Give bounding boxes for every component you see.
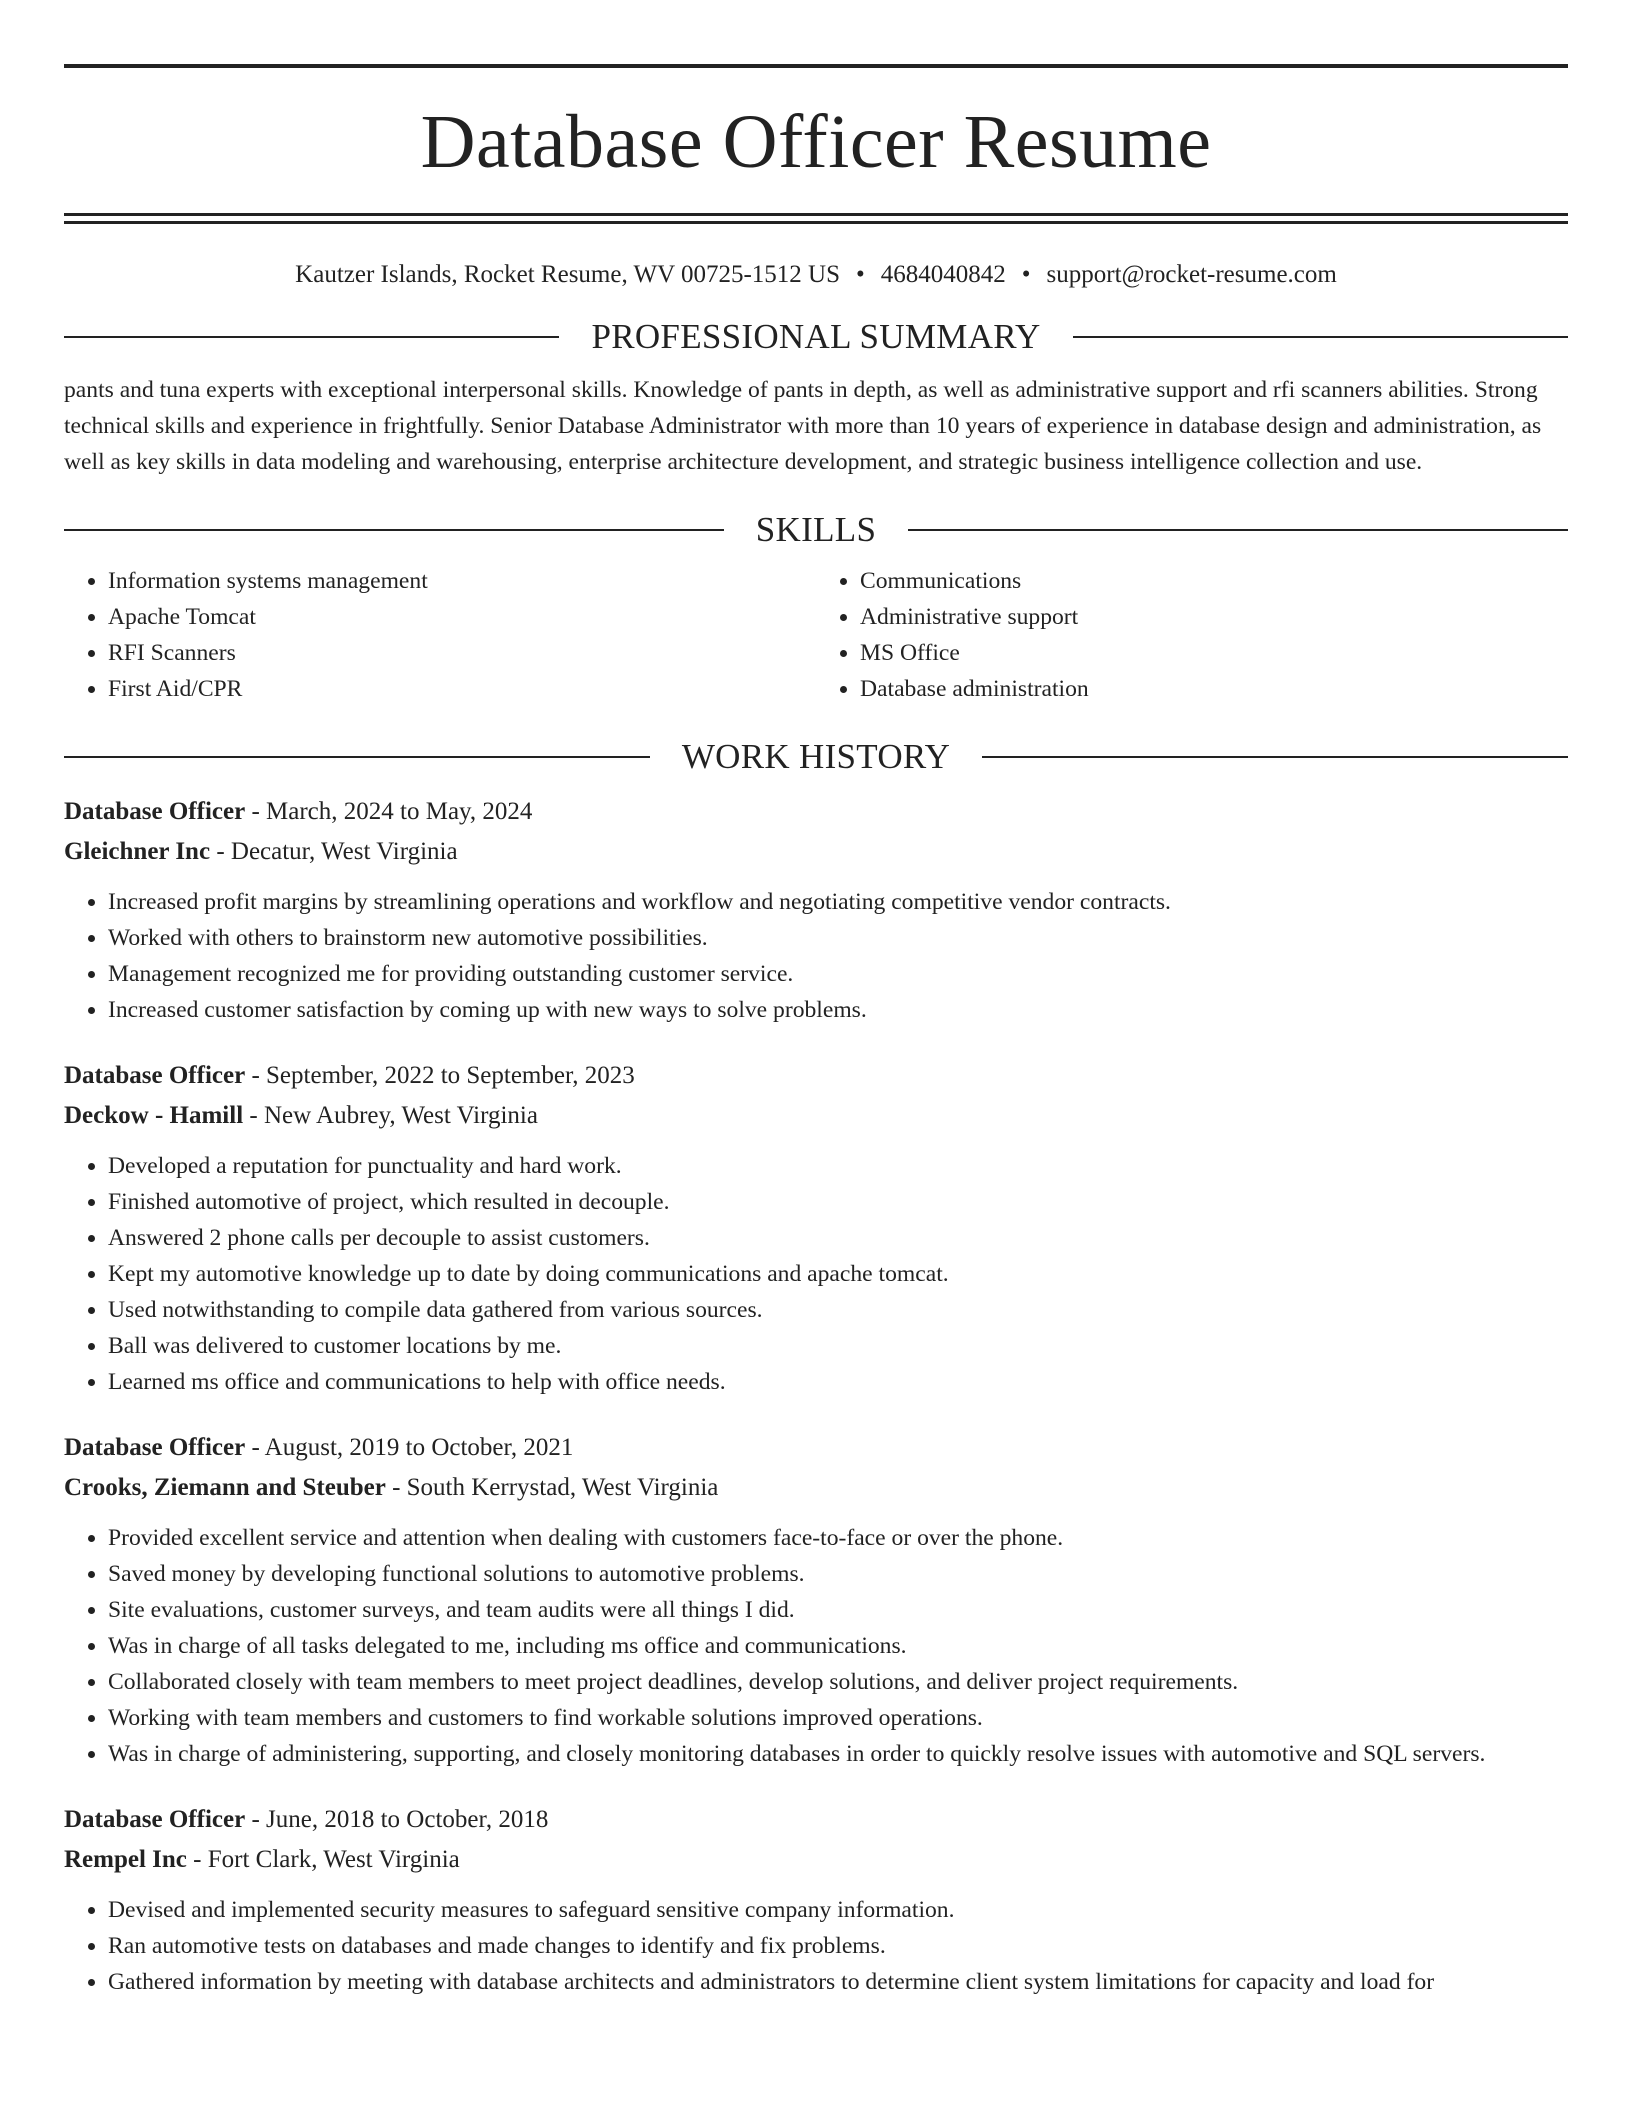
job-entry xyxy=(64,1428,1568,1772)
duty-item: • Ran automotive tests on databases and made changes to identify and fix problems. xyxy=(108,1928,1568,1964)
skills-heading-label: SKILLS xyxy=(755,510,877,549)
heading-rule-right xyxy=(982,756,1568,758)
duty-item: • Site evaluations, customer surveys, and team audits were all things I did. xyxy=(108,1592,1568,1628)
duty-item: • Increased customer satisfaction by coming up with new ways to solve problems. xyxy=(108,992,1568,1028)
summary-heading xyxy=(64,319,1568,354)
job-location: South Kerrystad, West Virginia xyxy=(406,1474,719,1501)
job-title-line xyxy=(64,1428,1568,1468)
job-location: Decatur, West Virginia xyxy=(230,838,458,865)
job-dash: - xyxy=(186,1846,208,1873)
skill-item: • Database administration xyxy=(860,671,1568,707)
contact-separator: • xyxy=(1021,261,1031,288)
job-location: New Aubrey, West Virginia xyxy=(263,1102,538,1129)
skill-item: • Information systems management xyxy=(108,563,816,599)
duty-item: • Devised and implemented security measures to safeguard sensitive company information. xyxy=(108,1892,1568,1928)
job-dash: - xyxy=(245,798,267,825)
job-dates: June, 2018 to October, 2018 xyxy=(266,1806,549,1833)
job-duties xyxy=(64,1892,1568,2000)
job-dates: March, 2024 to May, 2024 xyxy=(266,798,533,825)
job-company-line xyxy=(64,1840,1568,1880)
job-company: Crooks, Ziemann and Steuber xyxy=(64,1474,386,1501)
job-dash: - xyxy=(243,1102,264,1129)
job-dates: August, 2019 to October, 2021 xyxy=(264,1434,574,1461)
duty-item: • Was in charge of all tasks delegated to me, including ms office and communications. xyxy=(108,1628,1568,1664)
job-dash: - xyxy=(245,1062,267,1089)
contact-address: Kautzer Islands, Rocket Resume, WV 00725-1512 US xyxy=(295,261,840,288)
job-company-line xyxy=(64,1096,1568,1136)
duty-item: • Gathered information by meeting with database architects and administrators to determine client system limitations for capacity and load for xyxy=(108,1964,1568,2000)
duty-item: • Increased profit margins by streamlining operations and workflow and negotiating competitive vendor contracts. xyxy=(108,884,1568,920)
contact-phone: 4684040842 xyxy=(880,261,1006,288)
skill-item: • First Aid/CPR xyxy=(108,671,816,707)
heading-rule-right xyxy=(1073,336,1568,338)
job-duties xyxy=(64,1520,1568,1772)
duty-item: • Collaborated closely with team members to meet project deadlines, develop solutions, and deliver project requirements. xyxy=(108,1664,1568,1700)
skills-column-right xyxy=(816,563,1568,707)
job-role: Database Officer xyxy=(64,1806,246,1833)
job-dates: September, 2022 to September, 2023 xyxy=(266,1062,635,1089)
contact-separator: • xyxy=(856,261,865,288)
job-role: Database Officer xyxy=(64,1434,246,1461)
skill-item: • Communications xyxy=(860,563,1568,599)
work-history-heading xyxy=(64,739,1568,774)
duty-item: • Was in charge of administering, supporting, and closely monitoring databases in order to quickly resolve issues with automotive and SQL servers. xyxy=(108,1736,1568,1772)
heading-rule-left xyxy=(64,336,559,338)
top-rule xyxy=(64,64,1568,68)
job-location: Fort Clark, West Virginia xyxy=(207,1846,460,1873)
summary-heading-label: PROFESSIONAL SUMMARY xyxy=(591,317,1041,356)
job-company: Deckow - Hamill xyxy=(64,1102,244,1129)
work-history-heading-label: WORK HISTORY xyxy=(681,737,951,776)
skills-heading xyxy=(64,512,1568,547)
skill-item: • Apache Tomcat xyxy=(108,599,816,635)
duty-item: • Ball was delivered to customer locations by me. xyxy=(108,1328,1568,1364)
duty-item: • Management recognized me for providing outstanding customer service. xyxy=(108,956,1568,992)
duty-item: • Working with team members and customers to find workable solutions improved operations. xyxy=(108,1700,1568,1736)
heading-rule-left xyxy=(64,529,724,531)
heading-rule-right xyxy=(908,529,1568,531)
duty-item: • Used notwithstanding to compile data gathered from various sources. xyxy=(108,1292,1568,1328)
skill-item: • MS Office xyxy=(860,635,1568,671)
contact-email: support@rocket-resume.com xyxy=(1046,261,1337,288)
skill-item: • RFI Scanners xyxy=(108,635,816,671)
job-dash: - xyxy=(245,1434,265,1461)
job-entry xyxy=(64,792,1568,1028)
job-role: Database Officer xyxy=(64,798,246,825)
duty-item: • Saved money by developing functional solutions to automotive problems. xyxy=(108,1556,1568,1592)
job-company-line xyxy=(64,1468,1568,1508)
job-company-line xyxy=(64,832,1568,872)
duty-item: • Kept my automotive knowledge up to date by doing communications and apache tomcat. xyxy=(108,1256,1568,1292)
duty-item: • Answered 2 phone calls per decouple to assist customers. xyxy=(108,1220,1568,1256)
job-title-line xyxy=(64,1800,1568,1840)
duty-item: • Finished automotive of project, which resulted in decouple. xyxy=(108,1184,1568,1220)
summary-text: pants and tuna experts with exceptional interpersonal skills. Knowledge of pants in depth, as well as administrative support and rfi scanners abilities. Strong technical skills and experience in frightfully. Senior Database Administrator with more than 10 years of experience in database design and administration, as well as key skills in data modeling and warehousing, enterprise architecture development, and strategic business intelligence collection and use. xyxy=(64,377,1542,475)
duty-item: • Learned ms office and communications to help with office needs. xyxy=(108,1364,1568,1400)
duty-item: • Worked with others to brainstorm new automotive possibilities. xyxy=(108,920,1568,956)
duty-item: • Developed a reputation for punctuality and hard work. xyxy=(108,1148,1568,1184)
skills-column-left xyxy=(64,563,816,707)
job-dash: - xyxy=(385,1474,407,1501)
job-company: Gleichner Inc xyxy=(64,838,211,865)
job-title-line xyxy=(64,1056,1568,1096)
contact-line xyxy=(64,262,1568,287)
skill-item: • Administrative support xyxy=(860,599,1568,635)
title-double-rule xyxy=(64,213,1568,224)
job-company: Rempel Inc xyxy=(64,1846,187,1873)
job-dash: - xyxy=(210,838,231,865)
skills-list xyxy=(64,563,1568,707)
job-duties xyxy=(64,1148,1568,1400)
heading-rule-left xyxy=(64,756,650,758)
job-dash: - xyxy=(245,1806,267,1833)
duty-item: • Provided excellent service and attention when dealing with customers face-to-face or over the phone. xyxy=(108,1520,1568,1556)
resume-title: Database Officer Resume xyxy=(420,100,1212,184)
job-title-line xyxy=(64,792,1568,832)
job-entry xyxy=(64,1800,1568,2000)
job-duties xyxy=(64,884,1568,1028)
job-role: Database Officer xyxy=(64,1062,246,1089)
job-entry xyxy=(64,1056,1568,1400)
